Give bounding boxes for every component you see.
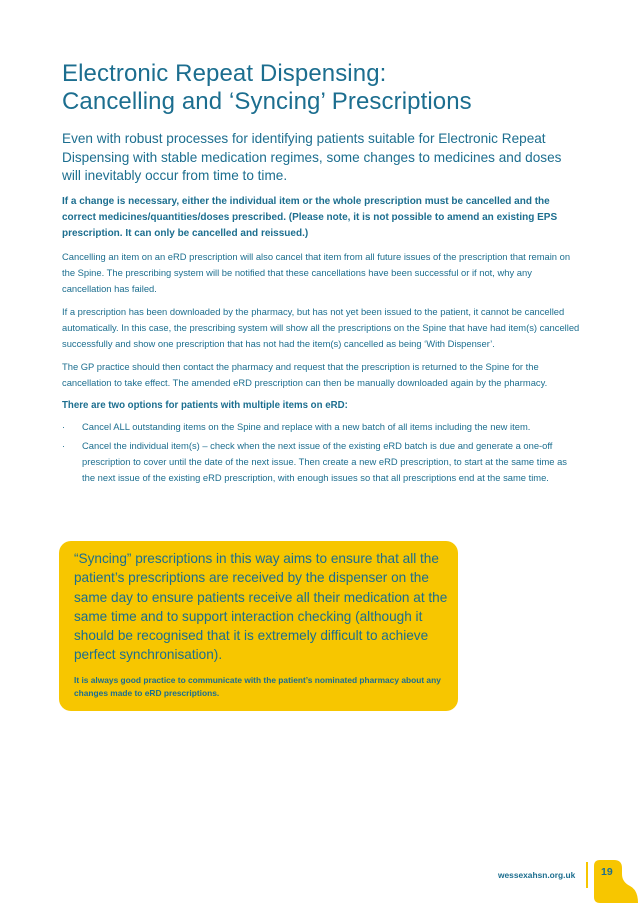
options-heading: There are two options for patients with multiple items on eRD: (62, 399, 348, 411)
list-item-text: Cancel ALL outstanding items on the Spine and replace with a new batch of all items including the new item. (82, 420, 531, 432)
page-number-badge-icon (592, 858, 638, 903)
title-line-1: Electronic Repeat Dispensing: (62, 60, 387, 87)
list-item-text: Cancel the individual item(s) – check when the next issue of the existing eRD batch is due and generate a one-off prescription to cover until the date of the next issue. Then create a new eRD prescription, to start at the same time as the next issue of the existing eRD prescription, with enough issues so that all prescriptions end at the same time. (82, 439, 567, 483)
page-content (62, 60, 582, 489)
important-note-paragraph: If a change is necessary, either the individual item or the whole prescription must be cancelled and the correct medicines/quantities/doses prescribed. (Please note, it is not possible to amend an existing EPS prescription. It can only be cancelled and reissued.) (62, 195, 558, 239)
body-paragraph: Cancelling an item on an eRD prescription will also cancel that item from all future issues of the prescription that remain on the Spine. The prescribing system will be notified that these cancellations have been successful or if not, why any cancellation has failed. (62, 250, 571, 294)
callout-box (59, 541, 458, 711)
page-number: 19 (601, 866, 613, 878)
footer-divider (586, 862, 588, 888)
body-paragraph: If a prescription has been downloaded by the pharmacy, but has not yet been issued to the patient, it cannot be cancelled automatically. In this case, the prescribing system will show all the prescriptions on the Spine that have had item(s) cancelled successfully and show one prescription that has not had the item(s) cancelled as being ‘With Dispenser’. (62, 305, 580, 349)
callout-note: It is always good practice to communicate with the patient’s nominated pharmacy about any changes made to eRD prescriptions. (74, 675, 441, 698)
bullet-icon: · (62, 421, 65, 432)
page-title (62, 60, 582, 116)
callout-text: “Syncing” prescriptions in this way aims to ensure that all the patient’s prescriptions are received by the dispenser on the same day to ensure patients receive all their medication at the same time and to support interaction checking (although it should be recognised that it is extremely difficult to achieve perfect synchronisation). (74, 551, 448, 663)
options-list (62, 419, 582, 486)
footer-url: wessexahsn.org.uk (498, 870, 576, 880)
bullet-icon: · (62, 440, 65, 451)
title-line-2: Cancelling and ‘Syncing’ Prescriptions (62, 88, 472, 115)
intro-paragraph: Even with robust processes for identifying patients suitable for Electronic Repeat Dispensing with stable medication regimes, some changes to medicines and doses will inevitably occur from time to time. (62, 131, 562, 183)
list-item (62, 419, 582, 435)
body-paragraph: The GP practice should then contact the pharmacy and request that the prescription is returned to the Spine for the cancellation to take effect. The amended eRD prescription can then be manually downloaded again by the pharmacy. (62, 360, 548, 388)
list-item (62, 438, 582, 486)
